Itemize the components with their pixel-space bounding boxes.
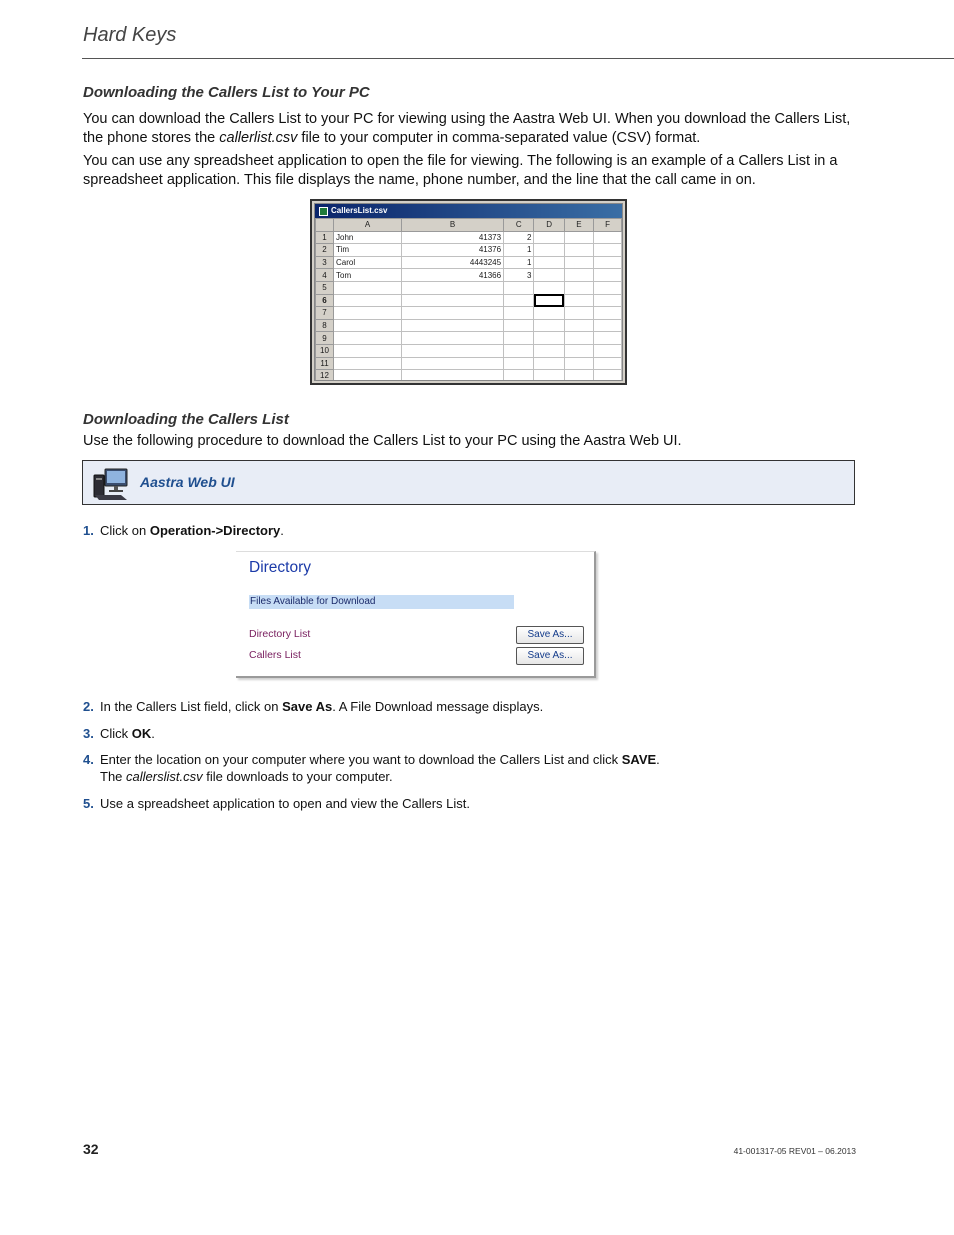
directory-panel xyxy=(236,551,596,678)
paragraph-2 xyxy=(83,152,858,190)
row-header[interactable]: 5 xyxy=(316,281,334,294)
cell-a[interactable]: Tim xyxy=(334,244,402,257)
subsection-title: Downloading the Callers List xyxy=(83,411,289,428)
cell-b[interactable] xyxy=(402,357,504,370)
cell-c[interactable] xyxy=(504,294,534,307)
cell-c[interactable]: 3 xyxy=(504,269,534,282)
step-2: 2. In the Callers List field, click on Save As. A File Download message displays. xyxy=(83,699,544,714)
cell-e[interactable] xyxy=(564,269,593,282)
cell-a[interactable] xyxy=(334,294,402,307)
paragraph-1-line-1: You can download the Callers List to your PC for viewing using the Aastra Web UI. When you download the Callers List, xyxy=(83,111,851,127)
callers-list-label: Callers List xyxy=(249,649,301,661)
cell-a[interactable] xyxy=(334,281,402,294)
cell-d[interactable] xyxy=(534,332,564,345)
cell-a[interactable]: Tom xyxy=(334,269,402,282)
cell-a[interactable] xyxy=(334,357,402,370)
cell-d[interactable] xyxy=(534,244,564,257)
table-row xyxy=(316,281,622,294)
cell-c[interactable] xyxy=(504,357,534,370)
cell-f[interactable] xyxy=(594,231,622,244)
cell-f[interactable] xyxy=(594,256,622,269)
cell-a[interactable] xyxy=(334,307,402,320)
row-header[interactable]: 11 xyxy=(316,357,334,370)
directory-list-label: Directory List xyxy=(249,628,311,640)
callers-list-save-as-button[interactable]: Save As... xyxy=(516,647,584,665)
cell-c[interactable] xyxy=(504,344,534,357)
document-id: 41-001317-05 REV01 – 06.2013 xyxy=(733,1146,856,1156)
step-5: 5. Use a spreadsheet application to open and view the Callers List. xyxy=(83,796,470,811)
running-head: Hard Keys xyxy=(83,24,177,46)
paragraph-1-line-2: the phone stores the callerlist.csv file to your computer in comma-separated value (CSV) format. xyxy=(83,130,701,146)
cell-d[interactable] xyxy=(534,370,564,381)
row-header[interactable]: 6 xyxy=(316,294,334,307)
cell-a[interactable]: John xyxy=(334,231,402,244)
cell-c[interactable]: 1 xyxy=(504,244,534,257)
subsection-intro: Use the following procedure to download the Callers List to your PC using the Aastra Web UI. xyxy=(83,433,682,449)
table-row xyxy=(316,370,622,381)
header-rule xyxy=(82,58,954,59)
cell-d[interactable] xyxy=(534,281,564,294)
cell-f[interactable] xyxy=(594,319,622,332)
column-header[interactable]: C xyxy=(504,219,534,232)
cell-c[interactable]: 2 xyxy=(504,231,534,244)
cell-b[interactable]: 41376 xyxy=(402,244,504,257)
cell-d[interactable] xyxy=(534,269,564,282)
cell-e[interactable] xyxy=(564,370,593,381)
cell-d[interactable] xyxy=(534,307,564,320)
cell-f[interactable] xyxy=(594,244,622,257)
row-header[interactable]: 8 xyxy=(316,319,334,332)
cell-f[interactable] xyxy=(594,294,622,307)
grid-corner[interactable] xyxy=(316,219,334,232)
cell-a[interactable] xyxy=(334,319,402,332)
row-header[interactable]: 12 xyxy=(316,370,334,381)
cell-c[interactable] xyxy=(504,281,534,294)
cell-c[interactable] xyxy=(504,332,534,345)
row-header[interactable]: 10 xyxy=(316,344,334,357)
paragraph-2-line-1: You can use any spreadsheet application to open the file for viewing. The following is an example of a Callers List in a xyxy=(83,153,838,169)
cell-b[interactable]: 41373 xyxy=(402,231,504,244)
table-row xyxy=(316,269,622,282)
cell-d[interactable] xyxy=(534,344,564,357)
cell-d[interactable] xyxy=(534,231,564,244)
cell-a[interactable] xyxy=(334,332,402,345)
cell-f[interactable] xyxy=(594,357,622,370)
filename: callerlist.csv xyxy=(219,130,298,146)
cell-b[interactable] xyxy=(402,344,504,357)
column-header[interactable]: A xyxy=(334,219,402,232)
table-row xyxy=(316,244,622,257)
row-header[interactable]: 1 xyxy=(316,231,334,244)
paragraph-1 xyxy=(83,110,858,148)
table-row xyxy=(316,344,622,357)
step-4: 4. Enter the location on your computer where you want to download the Callers List and click SAVE. The callerslist.csv file downloads to your computer. xyxy=(83,752,660,784)
cell-c[interactable] xyxy=(504,319,534,332)
cell-b[interactable] xyxy=(402,332,504,345)
cell-f[interactable] xyxy=(594,344,622,357)
row-header[interactable]: 2 xyxy=(316,244,334,257)
spreadsheet-icon xyxy=(319,207,328,216)
cell-e[interactable] xyxy=(564,344,593,357)
cell-d[interactable] xyxy=(534,256,564,269)
column-header[interactable]: F xyxy=(594,219,622,232)
step-1: 1. Click on Operation->Directory. xyxy=(83,523,284,538)
cell-c[interactable] xyxy=(504,307,534,320)
spreadsheet-screenshot xyxy=(310,199,627,385)
cell-b[interactable] xyxy=(402,281,504,294)
cell-c[interactable]: 1 xyxy=(504,256,534,269)
cell-b[interactable] xyxy=(402,294,504,307)
computer-icon xyxy=(91,467,131,501)
callout-label: Aastra Web UI xyxy=(140,474,235,490)
table-row xyxy=(316,332,622,345)
cell-f[interactable] xyxy=(594,269,622,282)
cell-f[interactable] xyxy=(594,281,622,294)
cell-e[interactable] xyxy=(564,319,593,332)
cell-e[interactable] xyxy=(564,294,593,307)
cell-e[interactable] xyxy=(564,256,593,269)
table-row xyxy=(316,231,622,244)
row-header[interactable]: 4 xyxy=(316,269,334,282)
cell-e[interactable] xyxy=(564,281,593,294)
cell-d[interactable] xyxy=(534,319,564,332)
cell-e[interactable] xyxy=(564,231,593,244)
directory-title: Directory xyxy=(249,559,312,576)
row-header[interactable]: 9 xyxy=(316,332,334,345)
paragraph-2-line-2: spreadsheet application. This file displays the name, phone number, and the line that the call came in on. xyxy=(83,172,756,188)
cell-b[interactable]: 4443245 xyxy=(402,256,504,269)
column-header[interactable]: B xyxy=(402,219,504,232)
table-row xyxy=(316,307,622,320)
cell-b[interactable] xyxy=(402,319,504,332)
table-row xyxy=(316,294,622,307)
cell-a[interactable]: Carol xyxy=(334,256,402,269)
section-title: Downloading the Callers List to Your PC xyxy=(83,84,370,101)
column-header[interactable]: E xyxy=(564,219,593,232)
cell-f[interactable] xyxy=(594,307,622,320)
step-3: 3. Click OK. xyxy=(83,726,155,741)
cell-d[interactable] xyxy=(534,294,564,307)
cell-e[interactable] xyxy=(564,244,593,257)
cell-c[interactable] xyxy=(504,370,534,381)
spreadsheet-grid xyxy=(315,218,622,381)
cell-e[interactable] xyxy=(564,332,593,345)
table-row xyxy=(316,256,622,269)
cell-b[interactable]: 41366 xyxy=(402,269,504,282)
table-row xyxy=(316,357,622,370)
cell-b[interactable] xyxy=(402,307,504,320)
page-number: 32 xyxy=(83,1141,99,1157)
callout-box xyxy=(82,460,855,505)
spreadsheet-title: CallersList.csv xyxy=(331,206,388,215)
cell-d[interactable] xyxy=(534,357,564,370)
cell-a[interactable] xyxy=(334,344,402,357)
row-header[interactable]: 7 xyxy=(316,307,334,320)
cell-b[interactable] xyxy=(402,370,504,381)
cell-f[interactable] xyxy=(594,332,622,345)
spreadsheet-title-bar xyxy=(315,204,622,218)
files-available-header: Files Available for Download xyxy=(249,595,514,609)
cell-f[interactable] xyxy=(594,370,622,381)
table-row xyxy=(316,319,622,332)
cell-e[interactable] xyxy=(564,357,593,370)
row-header[interactable]: 3 xyxy=(316,256,334,269)
cell-a[interactable] xyxy=(334,370,402,381)
directory-list-save-as-button[interactable]: Save As... xyxy=(516,626,584,644)
column-header[interactable]: D xyxy=(534,219,564,232)
cell-e[interactable] xyxy=(564,307,593,320)
